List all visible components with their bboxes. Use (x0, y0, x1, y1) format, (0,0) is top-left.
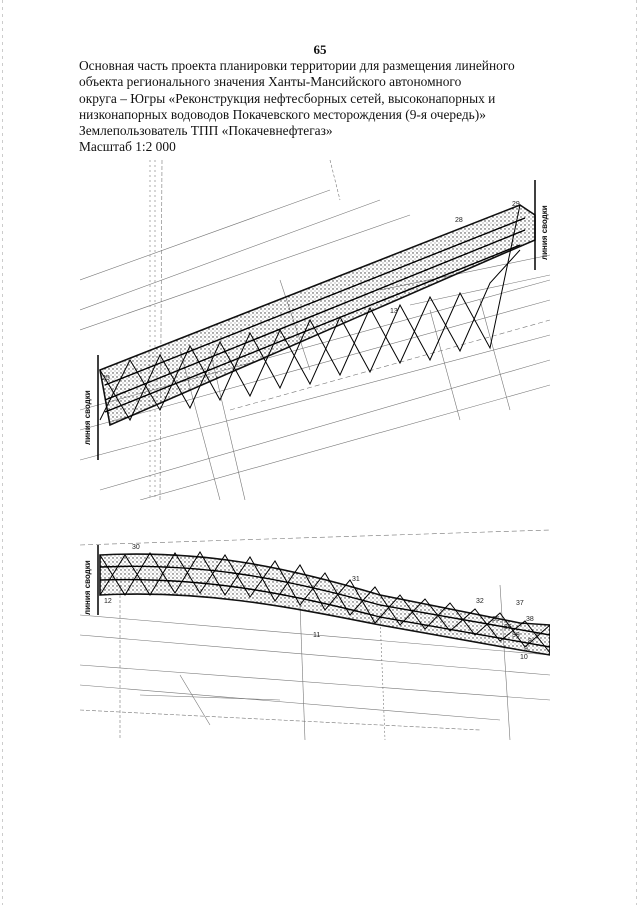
point-label: 10 (520, 654, 528, 661)
point-label: 13 (390, 308, 398, 315)
point-label: 38 (526, 616, 534, 623)
map-fragment-bottom (80, 525, 550, 740)
document-header (79, 58, 559, 156)
boundary-label-right: линия сводки (540, 205, 549, 260)
point-label: 8 (528, 638, 532, 645)
point-label: 28 (455, 217, 463, 224)
map-drawing-top (80, 160, 550, 500)
scan-edge-left (2, 0, 3, 905)
header-line: округа – Югры «Реконструкция нефтесборных сетей, высоконапорных и (79, 90, 496, 106)
point-label: 12 (104, 598, 112, 605)
point-label: 30 (132, 544, 140, 551)
point-label: 36 (504, 624, 512, 631)
header-line: Масштаб 1:2 000 (79, 139, 176, 155)
header-line: объекта регионального значения Ханты-Мансийского автономного (79, 74, 462, 90)
map-drawing-bottom (80, 525, 550, 740)
point-label: 35 (492, 616, 500, 623)
header-line: Землепользователь ТПП «Покачевнефтегаз» (79, 123, 333, 139)
header-line: Основная часть проекта планировки территории для размещения линейного (79, 58, 515, 73)
point-label: 39 (512, 632, 520, 639)
map-fragment-top (80, 160, 550, 500)
point-label: 29 (512, 201, 520, 208)
header-line: низконапорных водоводов Покачевского месторождения (9-я очередь)» (79, 106, 486, 122)
boundary-label-left: линия сводки (83, 390, 92, 445)
point-label: 9 (524, 646, 528, 653)
point-label: 11 (313, 632, 321, 639)
page-number: 65 (313, 42, 327, 57)
point-label: 25 (102, 375, 110, 382)
scan-edge-right (636, 0, 637, 905)
point-label: 31 (352, 576, 360, 583)
boundary-label-left: линия сводки (83, 560, 92, 615)
point-label: 32 (476, 598, 484, 605)
point-label: 37 (516, 600, 524, 607)
